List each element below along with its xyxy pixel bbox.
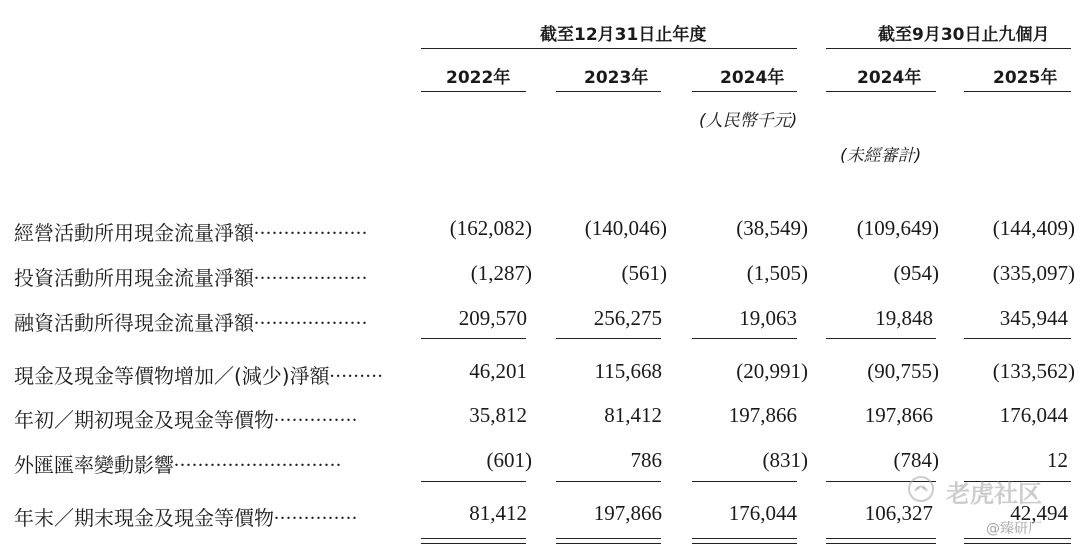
- cell-financing-9m2025: 345,944: [999, 306, 1068, 330]
- year-header-2022: 2022年: [446, 68, 511, 88]
- cell-net-change-2024: (20,991): [736, 359, 808, 383]
- row-label-net-change: 現金及現金等價物增加／(減少)淨額 .........: [14, 360, 384, 388]
- double-line-top-3: [692, 538, 797, 539]
- cell-financing-2024: 19,063: [739, 306, 797, 330]
- watermark-brand: 老虎社区: [946, 480, 1042, 508]
- header-group1-underline: [421, 48, 797, 49]
- row-label-investing: 投資活動所用現金流量淨額 ...................: [14, 262, 368, 290]
- subtotal-line-5: [964, 338, 1071, 339]
- double-line-bottom-2: [556, 543, 661, 544]
- cell-operating-2023: (140,046): [584, 216, 667, 240]
- cell-closing-9m2025: 42,494: [1010, 501, 1068, 525]
- cell-investing-2023: (561): [621, 261, 667, 285]
- row-label-fx-effect: 外匯匯率變動影響 ............................: [14, 449, 342, 477]
- cell-closing-2023: 197,866: [593, 501, 662, 525]
- subtotal-line-1: [421, 338, 526, 339]
- cell-fx-9m2025: 12: [1047, 448, 1068, 472]
- double-line-top-5: [964, 538, 1071, 539]
- cell-financing-2022: 209,570: [458, 306, 527, 330]
- cell-closing-9m2024: 106,327: [864, 501, 933, 525]
- cell-operating-2024: (38,549): [736, 216, 808, 240]
- year-underline-4: [826, 91, 936, 92]
- row-label-financing: 融資活動所得現金流量淨額 ...................: [14, 307, 368, 335]
- cell-investing-2024: (1,505): [746, 261, 808, 285]
- year-underline-3: [692, 91, 797, 92]
- subtotal-line-3: [692, 338, 797, 339]
- double-line-bottom-3: [692, 543, 797, 544]
- cell-net-change-9m2025: (133,562): [992, 359, 1075, 383]
- cell-closing-2024: 176,044: [728, 501, 797, 525]
- unaudited-note: (未經審計): [840, 146, 922, 166]
- unit-note: (人民幣千元): [699, 111, 798, 131]
- cell-fx-2023: 786: [630, 448, 662, 472]
- cell-opening-2023: 81,412: [604, 403, 662, 427]
- cell-opening-9m2024: 197,866: [864, 403, 933, 427]
- double-line-top-1: [421, 538, 526, 539]
- cell-closing-2022: 81,412: [469, 501, 527, 525]
- tiger-logo-icon: [906, 474, 936, 504]
- header-group-year-ended: 截至12月31日止年度: [540, 25, 707, 45]
- year-header-2025-nine-months: 2025年: [993, 68, 1058, 88]
- year-header-2024: 2024年: [720, 68, 785, 88]
- row-label-operating: 經營活動所用現金流量淨額 ...................: [14, 217, 368, 245]
- double-line-bottom-4: [826, 543, 936, 544]
- total-line-1: [421, 481, 526, 482]
- cell-investing-2022: (1,287): [470, 261, 532, 285]
- year-header-2023: 2023年: [584, 68, 649, 88]
- cell-investing-9m2025: (335,097): [992, 261, 1075, 285]
- subtotal-line-2: [556, 338, 661, 339]
- total-line-2: [556, 481, 661, 482]
- year-underline-1: [421, 91, 526, 92]
- header-group2-underline: [826, 48, 1071, 49]
- cell-fx-2022: (601): [486, 448, 532, 472]
- year-header-2024-nine-months: 2024年: [857, 68, 922, 88]
- cell-opening-9m2025: 176,044: [999, 403, 1068, 427]
- double-line-top-4: [826, 538, 936, 539]
- total-line-3: [692, 481, 797, 482]
- double-line-bottom-5: [964, 543, 1071, 544]
- cell-financing-2023: 256,275: [593, 306, 662, 330]
- cell-fx-9m2024: (784): [893, 448, 939, 472]
- cell-fx-2024: (831): [762, 448, 808, 472]
- header-group-nine-months: 截至9月30日止九個月: [878, 25, 1050, 45]
- subtotal-line-4: [826, 338, 936, 339]
- year-underline-5: [964, 91, 1071, 92]
- cell-investing-9m2024: (954): [893, 261, 939, 285]
- cell-net-change-2023: 115,668: [594, 359, 662, 383]
- cell-opening-2024: 197,866: [728, 403, 797, 427]
- cell-operating-9m2025: (144,409): [992, 216, 1075, 240]
- cell-opening-2022: 35,812: [469, 403, 527, 427]
- double-line-top-2: [556, 538, 661, 539]
- row-label-closing-balance: 年末／期末現金及現金等價物 ..............: [14, 502, 358, 530]
- row-label-opening-balance: 年初／期初現金及現金等價物 ..............: [14, 404, 358, 432]
- double-line-bottom-1: [421, 543, 526, 544]
- cell-financing-9m2024: 19,848: [875, 306, 933, 330]
- year-underline-2: [556, 91, 661, 92]
- watermark-handle: @臻研厂: [986, 521, 1042, 537]
- cell-operating-2022: (162,082): [449, 216, 532, 240]
- cell-net-change-2022: 46,201: [469, 359, 527, 383]
- cell-operating-9m2024: (109,649): [856, 216, 939, 240]
- cell-net-change-9m2024: (90,755): [867, 359, 939, 383]
